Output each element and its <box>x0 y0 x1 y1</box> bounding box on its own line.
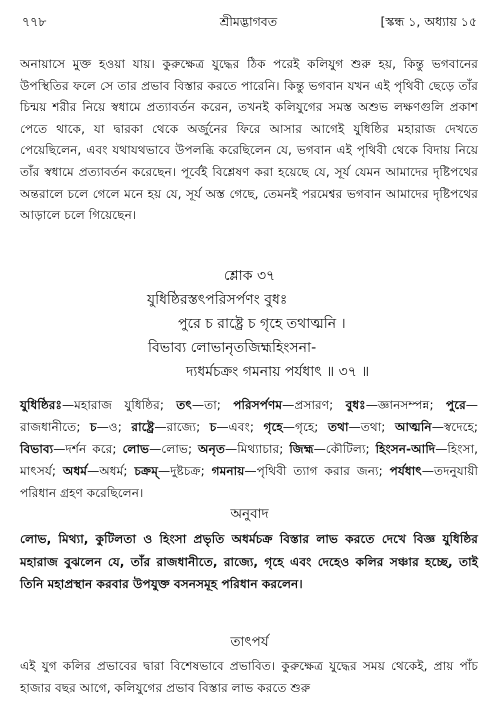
synonym-word: গমনায় <box>211 464 245 478</box>
synonym-entry <box>346 398 430 412</box>
synonym-meaning: —তথা <box>348 420 382 434</box>
synonym-word: যুধিষ্ঠিরঃ <box>20 398 62 412</box>
synonym-word: রাষ্ট্রে <box>131 420 155 434</box>
synonym-entry <box>233 398 329 412</box>
synonym-meaning: —মিথ্যাচার <box>225 442 280 456</box>
synonym-meaning: —তা <box>191 398 217 412</box>
synonym-meaning: —তদনুযায়ী পরিধান গ্রহণ করেছিলেন। <box>20 464 479 500</box>
synonym-entry <box>198 442 279 456</box>
synonym-word: জিহ্ম <box>289 442 314 456</box>
synonym-meaning: —জ্ঞানসম্পন্ন <box>365 398 430 412</box>
synonym-word: তৎ <box>176 398 192 412</box>
verse-line-2: পুরে চ রাষ্ট্রে চ গৃহে তথাত্মনি । <box>178 316 346 332</box>
synonym-entry <box>63 464 124 478</box>
synonym-word: পর্যধাৎ <box>389 464 422 478</box>
synonym-meaning: —রাজ্যে <box>154 420 197 434</box>
page-number: ৭৭৮ <box>22 14 47 29</box>
synonym-meaning: —গৃহে <box>282 420 315 434</box>
synonym-meaning: —অধর্ম <box>87 464 124 478</box>
synonym-meaning: —এবং <box>216 420 250 434</box>
synonym-entry <box>264 420 315 434</box>
synonym-meaning: —লোভ <box>149 442 188 456</box>
synonym-meaning: —হিংসা, মাৎসর্য <box>20 442 478 478</box>
synonym-entry <box>122 442 188 456</box>
synonym-meaning: —রাজধানীতে <box>20 398 478 434</box>
synonym-word: পরিসর্পণম <box>233 398 283 412</box>
synonym-entry <box>289 442 365 456</box>
synonym-entry <box>20 442 112 456</box>
synonym-word: আত্মনি <box>394 420 432 434</box>
synonym-entry <box>131 420 196 434</box>
synonym-word: গৃহে <box>263 420 283 434</box>
synonym-meaning: —ও <box>96 420 118 434</box>
verse-line-3: বিভাব্য লোভানৃতজিহ্মহিংসনা- <box>148 340 317 356</box>
purport-paragraph: এই যুগ কলির প্রভাবের দ্বারা বিশেষভাবে প্রভাবিত। কুরুক্ষেত্র যুদ্ধের সময় থেকেই, প্রায় পাঁচ হাজার বছর আগে, কলিযুগের প্রভাব বিস্তার লাভ করতে শুরু <box>20 659 478 695</box>
synonym-entry <box>176 398 217 412</box>
translation-heading: অনুবাদ <box>230 506 269 522</box>
synonym-meaning: —দুষ্টচক্র <box>157 464 201 478</box>
synonym-word: অধর্ম <box>62 464 88 478</box>
synonym-meaning: —স্বদেহে <box>431 420 474 434</box>
synonym-entry <box>210 420 250 434</box>
purport-continued-paragraph: অনায়াসে মুক্ত হওয়া যায়। কুরুক্ষেত্র যুদ্ধের ঠিক পরেই কলিযুগ শুরু হয়, কিন্তু ভগবানের উপস্থিতির ফলে সে তার প্রভাব বিস্তার করতে পারেনি। কিন্তু ভগবান যখন এই পৃথিবী ছেড়ে তাঁর চিন্ময় শরীর নিয়ে স্বধামে প্রত্যাবর্তন করেন, তখনই কলিযুগের সমস্ত অশুভ লক্ষণগুলি প্রকাশ পেতে থাকে, যা দ্বারকা থেকে অর্জুনের ফিরে আসার আগেই যুধিষ্ঠির মহারাজ দেখতে পেয়েছিলেন, এবং যথাযথভাবে উপলব্ধি করেছিলেন যে, ভগবান এই পৃথিবী থেকে বিদায় নিয়ে তাঁর স্বধামে প্রত্যাবর্তন করেছেন। পূর্বেই বিশ্লেষণ করা হয়েছে যে, সূর্য যেমন আমাদের দৃষ্টিপথের অন্তরালে চলে গেলে মনে হয় যে, সূর্য অস্ত গেছে, তেমনই পরমেশ্বর ভগবান আমাদের দৃষ্টিপথের আড়ালে চলে গিয়েছেন। <box>20 57 478 223</box>
verse-line-1: যুধিষ্ঠিরস্তৎপরিসর্পণং বুধঃ <box>147 292 288 308</box>
verse-line-4: দ্যধর্মচক্রং গমনায় পর্যধাৎ ॥ ৩৭ ॥ <box>186 364 370 380</box>
synonym-word: তথা <box>327 420 349 434</box>
shloka-heading: শ্লোক ৩৭ <box>223 268 276 284</box>
synonym-word: চ <box>89 420 97 434</box>
synonym-meaning: —দর্শন করে <box>53 442 113 456</box>
synonym-meaning: —মহারাজ যুধিষ্ঠির <box>61 398 160 412</box>
synonym-entry <box>395 420 474 434</box>
synonym-word: হিংসন-আদি <box>375 442 436 456</box>
synonym-word: বিভাব্য <box>20 442 54 456</box>
synonym-meaning: —প্রসারণ <box>282 398 330 412</box>
synonym-meaning: —কৌটিল্য <box>313 442 366 456</box>
synonym-entry <box>328 420 381 434</box>
page-header <box>20 12 477 32</box>
purport-heading: তাৎপর্য <box>230 634 269 650</box>
canto-chapter: [স্কন্ধ ১, অধ্যায় ১৫ <box>380 14 477 29</box>
synonym-word: বুধঃ <box>345 398 366 412</box>
synonym-word: চ <box>209 420 217 434</box>
synonym-entry <box>134 464 200 478</box>
synonym-entry <box>212 464 379 478</box>
synonym-word: অনৃত <box>198 442 226 456</box>
synonym-word: চক্রম্ <box>134 464 158 478</box>
book-title: শ্রীমদ্ভাগবত <box>219 14 278 29</box>
word-meanings-paragraph: যুধিষ্ঠিরঃ—মহারাজ যুধিষ্ঠির; তৎ—তা; পরিসর্পণম—প্রসারণ; বুধঃ—জ্ঞানসম্পন্ন; পুরে—রাজধানীতে; চ—ও; রাষ্ট্রে—রাজ্যে; চ—এবং; গৃহে—গৃহে; তথা—তথা; আত্মনি—স্বদেহে; বিভাব্য—দর্শন করে; লোভ—লোভ; অনৃত—মিথ্যাচার; জিহ্ম—কৌটিল্য; হিংসন-আদি—হিংসা, মাৎসর্য; অধর্ম—অধর্ম; চক্রম্—দুষ্টচক্র; গমনায়—পৃথিবী ত্যাগ করার জন্য; পর্যধাৎ—তদনুযায়ী পরিধান গ্রহণ করেছিলেন। <box>20 398 479 500</box>
synonym-meaning: —পৃথিবী ত্যাগ করার জন্য <box>244 464 379 478</box>
synonym-entry <box>90 420 118 434</box>
synonym-word: লোভ <box>122 442 150 456</box>
translation-paragraph: লোভ, মিথ্যা, কুটিলতা ও হিংসা প্রভৃতি অধর্মচক্র বিস্তার লাভ করতে দেখে বিজ্ঞ যুধিষ্ঠির মহারাজ বুঝলেন যে, তাঁর রাজধানীতে, রাজ্যে, গৃহে এবং দেহেও কলির সঞ্চার হচ্ছে, তাই তিনি মহাপ্রস্থান করবার উপযুক্ত বসনসমূহ পরিধান করলেন। <box>20 532 478 591</box>
synonym-entry <box>20 398 160 412</box>
synonym-word: পুরে <box>445 398 466 412</box>
